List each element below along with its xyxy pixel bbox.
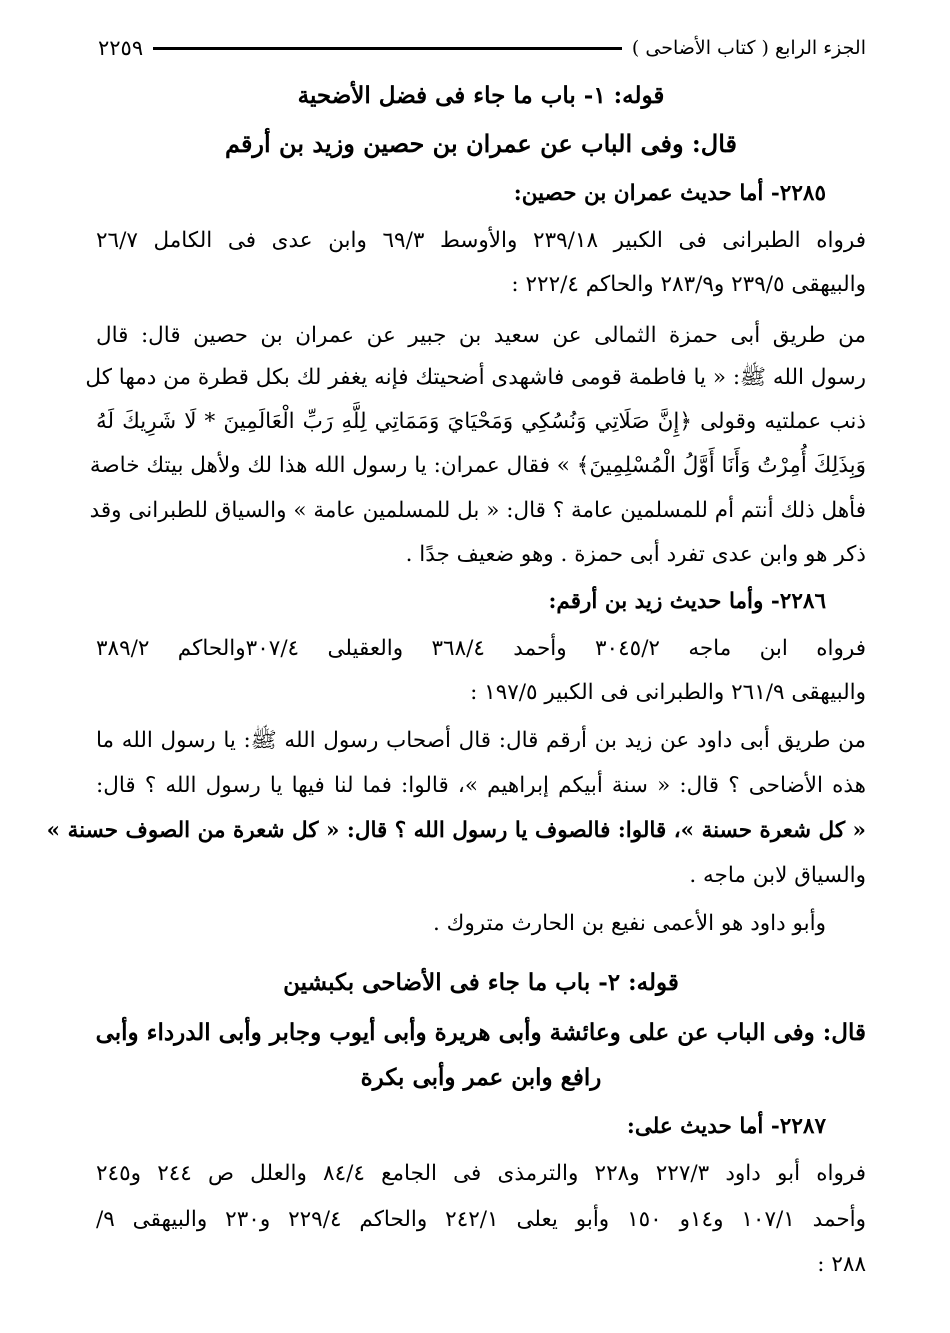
text-line: من طريق أبى حمزة الثمالى عن سعيد بن جبير عن عمران بن حصين قال: قال bbox=[96, 323, 866, 348]
text-line: وأبو داود هو الأعمى نفيع بن الحارث متروك . bbox=[432, 911, 826, 936]
header-rule bbox=[153, 47, 622, 50]
chapter-note-2-cont: رافع وابن عمر وأبى بكرة bbox=[360, 1064, 602, 1091]
text-line: والبيهقى ٢٣٩/٥ و٢٨٣/٩ والحاكم ٢٢٢/٤ : bbox=[511, 272, 866, 297]
text-line: من طريق أبى داود عن زيد بن أرقم قال: قال أصحاب رسول الله ﷺ: يا رسول الله ما bbox=[96, 728, 866, 753]
text-line: فأهل ذلك أنتم أم للمسلمين عامة ؟ قال: « بل للمسلمين عامة » والسياق للطبرانى وقد bbox=[89, 498, 866, 523]
section-heading-1: قوله: ١- باب ما جاء فى فضل الأضحية bbox=[297, 82, 665, 109]
text-line: فرواه الطبرانى فى الكبير ٢٣٩/١٨ والأوسط ٦٩/٣ وابن عدى فى الكامل ٢٦/٧ bbox=[96, 228, 867, 253]
text-line: « كل شعرة حسنة »، قالوا: فالصوف يا رسول الله ؟ قال: « كل شعرة من الصوف حسنة » bbox=[46, 818, 866, 843]
text-line: فرواه ابن ماجه ٣٠٤٥/٢ وأحمد ٣٦٨/٤ والعقيلى ٣٠٧/٤والحاكم ٣٨٩/٢ bbox=[96, 636, 866, 661]
text-line: فرواه أبو داود ٢٢٧/٣ و٢٢٨ والترمذى فى الجامع ٨٤/٤ والعلل ص ٢٤٤ و٢٤٥ bbox=[96, 1161, 866, 1186]
section-heading-2: قوله: ٢- باب ما جاء فى الأضاحى بكبشين bbox=[283, 969, 679, 996]
quran-verse-line: ذنب عملتيه وقولى ﴿إِنَّ صَلَاتِي وَنُسُكِي وَمَحْيَايَ وَمَمَاتِي لِلَّهِ رَبِّ الْعَالَمِينَ * لَا شَرِيكَ لَهُ bbox=[96, 409, 866, 434]
text-line: وأحمد ١٠٧/١ و١٤و ١٥٠ وأبو يعلى ٢٤٢/١ والحاكم ٢٢٩/٤ و٢٣٠ والبيهقى ٩/ bbox=[96, 1207, 867, 1232]
text-line: والسياق لابن ماجه . bbox=[689, 863, 866, 888]
text-line: هذه الأضاحى ؟ قال: « سنة أبيكم إبراهيم »، قالوا: فما لنا فيها يا رسول الله ؟ قال: bbox=[96, 773, 866, 798]
page-header bbox=[98, 30, 866, 66]
text-line: رسول الله ﷺ: « يا فاطمة قومى فاشهدى أضحيتك فإنه يغفر لك بكل قطرة من دمها كل bbox=[85, 365, 866, 390]
chapter-note-2: قال: وفى الباب عن على وعائشة وأبى هريرة وأبى أيوب وجابر وأبى الدرداء وأبى bbox=[95, 1019, 866, 1046]
chapter-note-1: قال: وفى الباب عن عمران بن حصين وزيد بن أرقم bbox=[224, 129, 737, 158]
hadith-heading-2287: ٢٢٨٧- أما حديث على: bbox=[626, 1114, 826, 1139]
running-title: الجزء الرابع ( كتاب الأضاحى ) bbox=[631, 37, 866, 59]
text-line: وَبِذَلِكَ أُمِرْتُ وَأَنَا أَوَّلُ الْمُسْلِمِينَ﴾ » فقال عمران: يا رسول الله هذا لك ولأهل بيتك خاصة bbox=[89, 453, 866, 478]
hadith-heading-2286: ٢٢٨٦- وأما حديث زيد بن أرقم: bbox=[548, 589, 826, 614]
page-number: ٢٢٥٩ bbox=[98, 36, 144, 60]
text-line: والبيهقى ٢٦١/٩ والطبرانى فى الكبير ١٩٧/٥ : bbox=[470, 680, 866, 705]
hadith-heading-2285: ٢٢٨٥- أما حديث عمران بن حصين: bbox=[513, 181, 826, 206]
text-line: ذكر هو وابن عدى تفرد أبى حمزة . وهو ضعيف جدًا . bbox=[405, 542, 866, 567]
text-line: ٢٨٨ : bbox=[817, 1252, 866, 1277]
